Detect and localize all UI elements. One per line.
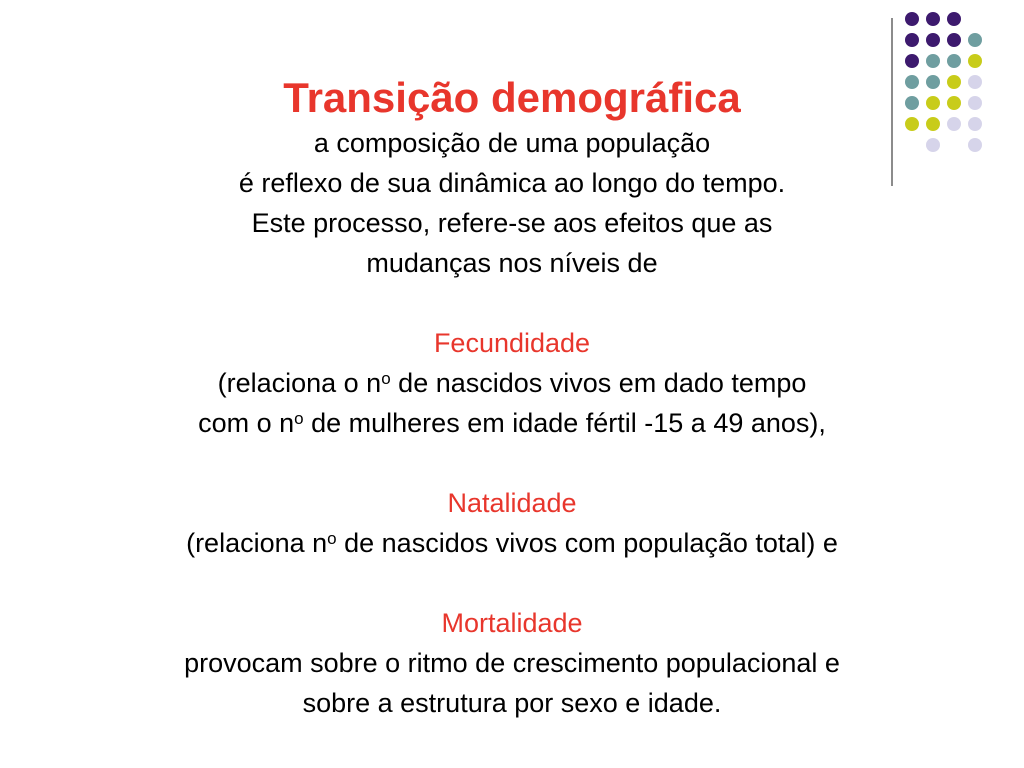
natalidade-line-1-text: (relaciona n (186, 528, 328, 558)
decorative-dot (905, 12, 919, 26)
mortalidade-line-1: provocam sobre o ritmo de crescimento populacional e (184, 648, 840, 678)
decorative-dot (968, 75, 982, 89)
mortalidade-heading: Mortalidade (441, 608, 583, 638)
decorative-dot (926, 33, 940, 47)
decorative-dot (968, 54, 982, 68)
decorative-dot (947, 33, 961, 47)
fecundidade-line-1 (60, 363, 964, 403)
decorative-dot (968, 33, 982, 47)
fecundidade-line-1-rest: de nascidos vivos em dado tempo (390, 368, 807, 398)
decorative-dot (926, 12, 940, 26)
spacer (60, 563, 964, 603)
spacer (60, 283, 964, 323)
decorative-dot (905, 33, 919, 47)
intro-line-4: mudanças nos níveis de (366, 248, 658, 278)
spacer (60, 443, 964, 483)
intro-line-2: é reflexo de sua dinâmica ao longo do tempo. (238, 168, 786, 198)
decorative-dot (968, 138, 982, 152)
intro-line-1: a composição de uma população (313, 128, 711, 158)
decorative-dot (968, 96, 982, 110)
slide-title: Transição demográfica (283, 74, 741, 121)
decorative-dot (905, 54, 919, 68)
decorative-dot (947, 54, 961, 68)
ordinal-marker: o (381, 369, 391, 388)
natalidade-line-1 (60, 523, 964, 563)
decorative-dot (947, 12, 961, 26)
decorative-dot (926, 54, 940, 68)
fecundidade-heading: Fecundidade (433, 328, 591, 358)
mortalidade-line-2: sobre a estrutura por sexo e idade. (302, 688, 722, 718)
fecundidade-line-2-text: com o n (198, 408, 295, 438)
natalidade-heading: Natalidade (447, 488, 577, 518)
fecundidade-line-2-rest: de mulheres em idade fértil -15 a 49 anos), (303, 408, 826, 438)
ordinal-marker: o (327, 529, 337, 548)
slide-content (60, 73, 964, 723)
ordinal-marker: o (294, 409, 304, 428)
fecundidade-line-1-text: (relaciona o n (217, 368, 382, 398)
natalidade-line-1-rest: de nascidos vivos com população total) e (336, 528, 838, 558)
fecundidade-line-2 (60, 403, 964, 443)
decorative-dot (968, 117, 982, 131)
intro-line-3: Este processo, refere-se aos efeitos que as (251, 208, 773, 238)
